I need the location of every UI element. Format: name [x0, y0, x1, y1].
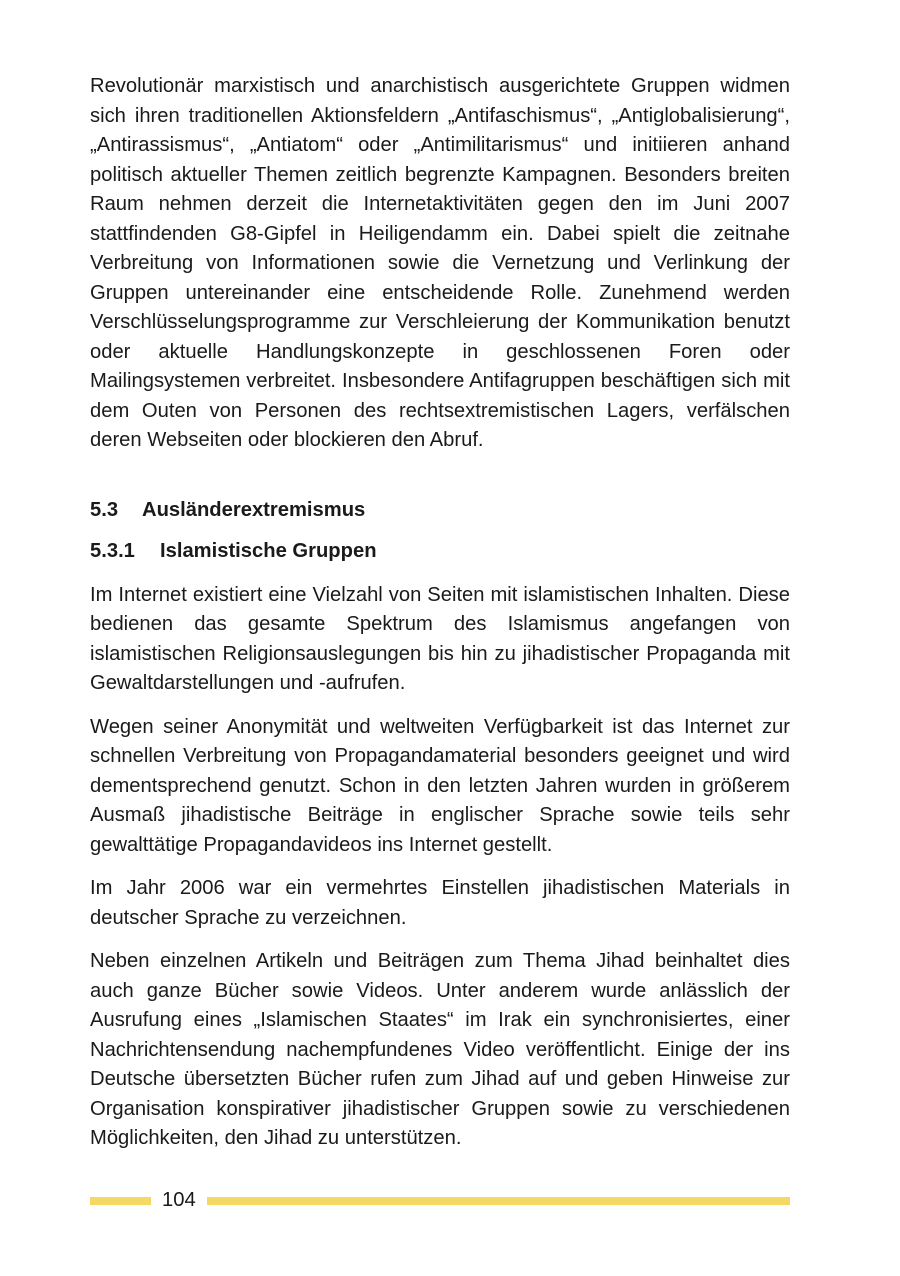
document-page: [90, 72, 790, 1154]
footer-bar-left: [90, 1197, 151, 1205]
section-title: Ausländerextremismus: [142, 498, 366, 521]
subsection-heading: [90, 537, 790, 567]
section-number: 5.3: [90, 498, 119, 521]
paragraph-2: Wegen seiner Anonymität und weltweiten Verfügbarkeit ist das Internet zur schnellen Verbreitung von Propagandamaterial besonders geeignet und wird dementsprechend genutzt. Schon in den letzten Jahren wurden in größerem Ausmaß jihadistische Beiträge in englischer Sprache sowie teils sehr gewalttätige Propagandavideos ins Internet gestellt.: [90, 715, 790, 856]
footer-bar-right: [207, 1197, 790, 1205]
section-heading: [90, 496, 790, 526]
paragraph-1: Im Internet existiert eine Vielzahl von Seiten mit islamistischen Inhalten. Diese bedienen das gesamte Spektrum des Islamismus angefangen von islamistischen Religionsauslegungen bis hin zu jihadistischer Propaganda mit Gewaltdarstellungen und -aufrufen.: [90, 583, 790, 694]
paragraph-4: Neben einzelnen Artikeln und Beiträgen zum Thema Jihad beinhaltet dies auch ganze Bücher sowie Videos. Unter anderem wurde anlässlich der Ausrufung eines „Islamischen Staates“ im Irak ein synchronisiertes, einer Nachrichtensendung nachempfundenes Video veröffentlicht. Einige der ins Deutsche übersetzten Bücher rufen zum Jihad auf und geben Hinweise zur Organisation konspirativer jihadistischer Gruppen sowie zu verschiedenen Möglichkeiten, den Jihad zu unterstützen.: [90, 950, 790, 1149]
page-number: 104: [162, 1189, 196, 1211]
subsection-number: 5.3.1: [90, 540, 135, 562]
paragraph-intro: Revolutionär marxistisch und anarchistisch ausgerichtete Gruppen widmen sich ihren traditionellen Aktionsfeldern „Antifaschismus“, „Antiglobalisierung“, „Antirassismus“, „Antiatom“ oder „Antimilitarismus“ und initiieren anhand politisch aktueller Themen zeitlich begrenzte Kampagnen. Besonders breiten Raum nehmen derzeit die Internetaktivitäten gegen den im Juni 2007 stattfindenden G8-Gipfel in Heiligendamm ein. Dabei spielt die zeitnahe Verbreitung von Informationen sowie die Vernetzung und Verlinkung der Gruppen untereinander eine entscheidende Rolle. Zunehmend werden Verschlüsselungsprogramme zur Verschleierung der Kommunikation benutzt oder aktuelle Handlungskonzepte in geschlossenen Foren oder Mailingsystemen verbreitet. Insbesondere Antifagruppen beschäftigen sich mit dem Outen von Personen des rechtsextremistischen Lagers, verfälschen deren Webseiten oder blockieren den Abruf.: [90, 75, 790, 451]
subsection-title: Islamistische Gruppen: [160, 540, 377, 562]
paragraph-3: Im Jahr 2006 war ein vermehrtes Einstellen jihadistischen Materials in deutscher Sprache zu verzeichnen.: [90, 877, 790, 929]
page-footer: [90, 1186, 790, 1214]
